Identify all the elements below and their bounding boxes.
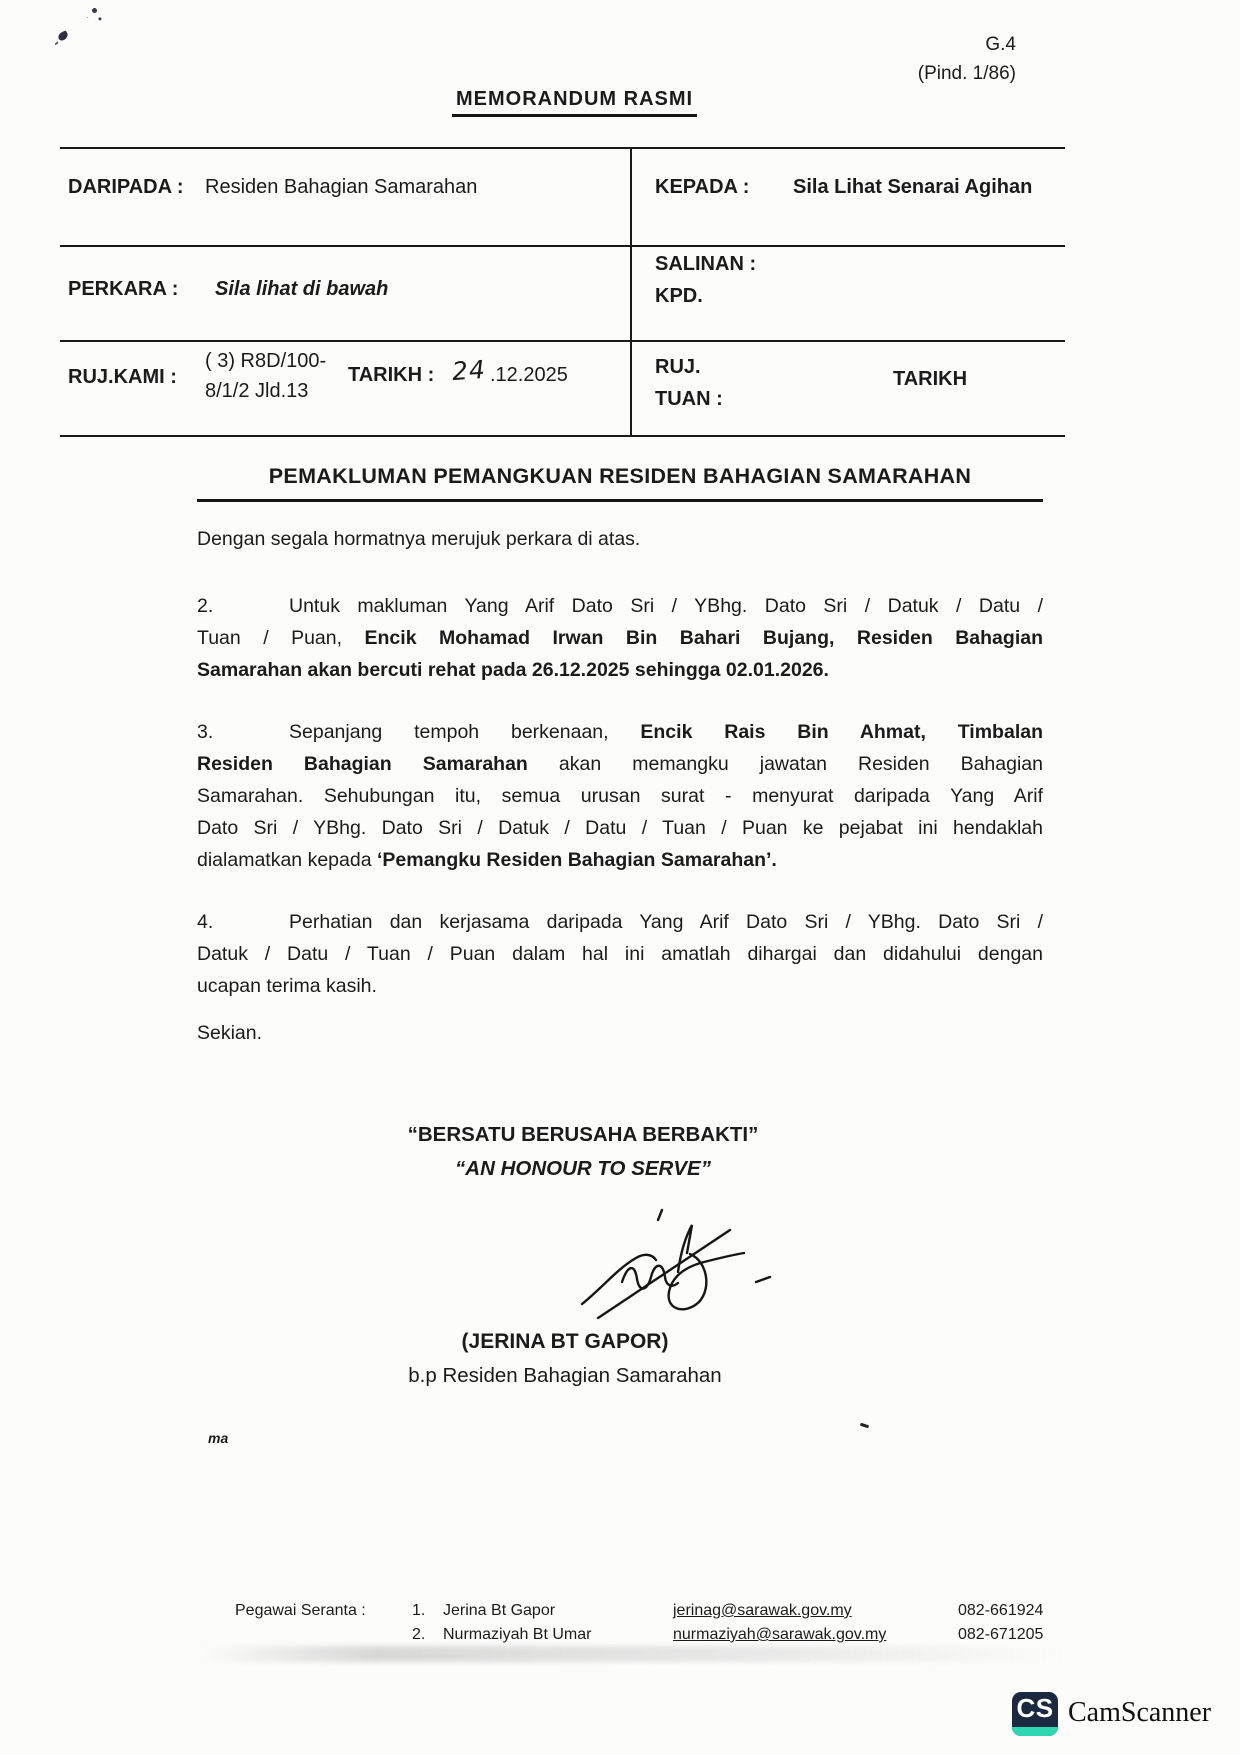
camscanner-initials: CS <box>1016 1693 1054 1723</box>
rujkami-label: RUJ.KAMI : <box>68 366 177 388</box>
rujkami-ref-line1: ( 3) R8D/100- <box>205 350 327 372</box>
contact-email: nurmaziyah@sarawak.gov.my <box>673 1626 887 1643</box>
meta-table <box>60 147 1065 437</box>
table-row-from-to <box>60 149 1065 247</box>
paragraph-line: Residen Bahagian Samarahan akan memangku jawatan Residen Bahagian <box>197 753 1043 775</box>
initials-note: ma <box>208 1430 229 1446</box>
form-code: G.4 <box>985 34 1016 55</box>
paragraph-2 <box>197 590 1043 686</box>
signer-on-behalf: b.p Residen Bahagian Samarahan <box>408 1364 722 1387</box>
paragraph-line: dialamatkan kepada ‘Pemangku Residen Bahagian Samarahan’. <box>197 849 777 871</box>
paragraphs <box>197 590 1043 1032</box>
paragraph-number: 4. <box>197 911 214 933</box>
paragraph-line: Samarahan. Sehubungan itu, semua urusan surat - menyurat daripada Yang Arif <box>197 785 1043 807</box>
scan-tick <box>860 1423 869 1429</box>
kepada-value: Sila Lihat Senarai Agihan <box>793 176 1033 198</box>
paragraph-line: Sepanjang tempoh berkenaan, Encik Rais Bin Ahmat, Timbalan <box>289 721 1043 743</box>
rujtuan-label-line2: TUAN : <box>655 388 723 410</box>
daripada-label: DARIPADA : <box>68 176 184 198</box>
paragraph-4 <box>197 906 1043 1002</box>
rujkami-ref-line2: 8/1/2 Jld.13 <box>205 380 309 402</box>
paragraph-number: 3. <box>197 721 214 743</box>
scan-speck <box>57 30 69 41</box>
paragraph-line: Untuk makluman Yang Arif Dato Sri / YBhg. Dato Sri / Datuk / Datu / <box>289 595 1043 617</box>
salutation-text: Dengan segala hormatnya merujuk perkara di atas. <box>197 528 641 550</box>
daripada-value: Residen Bahagian Samarahan <box>205 176 478 198</box>
signer-name: (JERINA BT GAPOR) <box>461 1330 669 1353</box>
perkara-value: Sila lihat di bawah <box>215 278 389 300</box>
footer-label: Pegawai Seranta : <box>235 1602 366 1619</box>
subject-title: PEMAKLUMAN PEMANGKUAN RESIDEN BAHAGIAN SAMARAHAN <box>197 464 1043 502</box>
paragraph-number: 2. <box>197 595 214 617</box>
contact-phone: 082-671205 <box>958 1626 1044 1643</box>
camscanner-teal-bar <box>1012 1727 1058 1736</box>
tarikh-right-label: TARIKH <box>893 368 968 390</box>
kepada-label: KEPADA : <box>655 176 750 198</box>
signature-scribble <box>560 1208 775 1338</box>
table-row-subject-copy <box>60 247 1065 342</box>
closing-text: Sekian. <box>197 1022 263 1044</box>
motto-block <box>300 1118 866 1186</box>
paragraph-line: ucapan terima kasih. <box>197 975 377 997</box>
paragraph-line: Dato Sri / YBhg. Dato Sri / Datuk / Datu / Tuan / Puan ke pejabat ini hendaklah <box>197 817 1043 839</box>
tarikh-month-year: .12.2025 <box>490 364 568 386</box>
table-row-ref-date <box>60 342 1065 433</box>
camscanner-logo-icon <box>1012 1692 1058 1736</box>
scan-speck <box>91 7 97 13</box>
contact-email: jerinag@sarawak.gov.my <box>673 1602 852 1619</box>
contact-name: Jerina Bt Gapor <box>443 1602 556 1619</box>
rujtuan-label-line1: RUJ. <box>655 356 701 378</box>
contact-number: 1. <box>412 1602 426 1619</box>
tarikh-day-handwritten: 24 <box>451 354 487 387</box>
motto-line1: “BERSATU BERUSAHA BERBAKTI” <box>407 1123 759 1146</box>
salinan-label: SALINAN : <box>655 253 757 275</box>
scan-smudge <box>200 1646 1070 1662</box>
perkara-label: PERKARA : <box>68 278 179 300</box>
paragraph-3 <box>197 716 1043 876</box>
form-revision: (Pind. 1/86) <box>917 63 1016 84</box>
memo-heading: MEMORANDUM RASMI <box>452 88 697 117</box>
salinan-value: KPD. <box>655 285 703 307</box>
motto-line2: “AN HONOUR TO SERVE” <box>455 1157 711 1180</box>
contact-phone: 082-661924 <box>958 1602 1044 1619</box>
paragraph-line: Samarahan akan bercuti rehat pada 26.12.2025 sehingga 02.01.2026. <box>197 659 829 681</box>
paragraph-line: Datuk / Datu / Tuan / Puan dalam hal ini amatlah dihargai dan didahului dengan <box>197 943 1043 965</box>
contact-number: 2. <box>412 1626 426 1643</box>
form-id-block <box>840 30 1016 88</box>
paragraph-line: Tuan / Puan, Encik Mohamad Irwan Bin Bahari Bujang, Residen Bahagian <box>197 627 1043 649</box>
camscanner-wordmark: CamScanner <box>1068 1697 1212 1728</box>
contact-name: Nurmaziyah Bt Umar <box>443 1626 592 1643</box>
paragraph-line: Perhatian dan kerjasama daripada Yang Arif Dato Sri / YBhg. Dato Sri / <box>289 911 1043 933</box>
tarikh-label: TARIKH : <box>348 364 435 386</box>
